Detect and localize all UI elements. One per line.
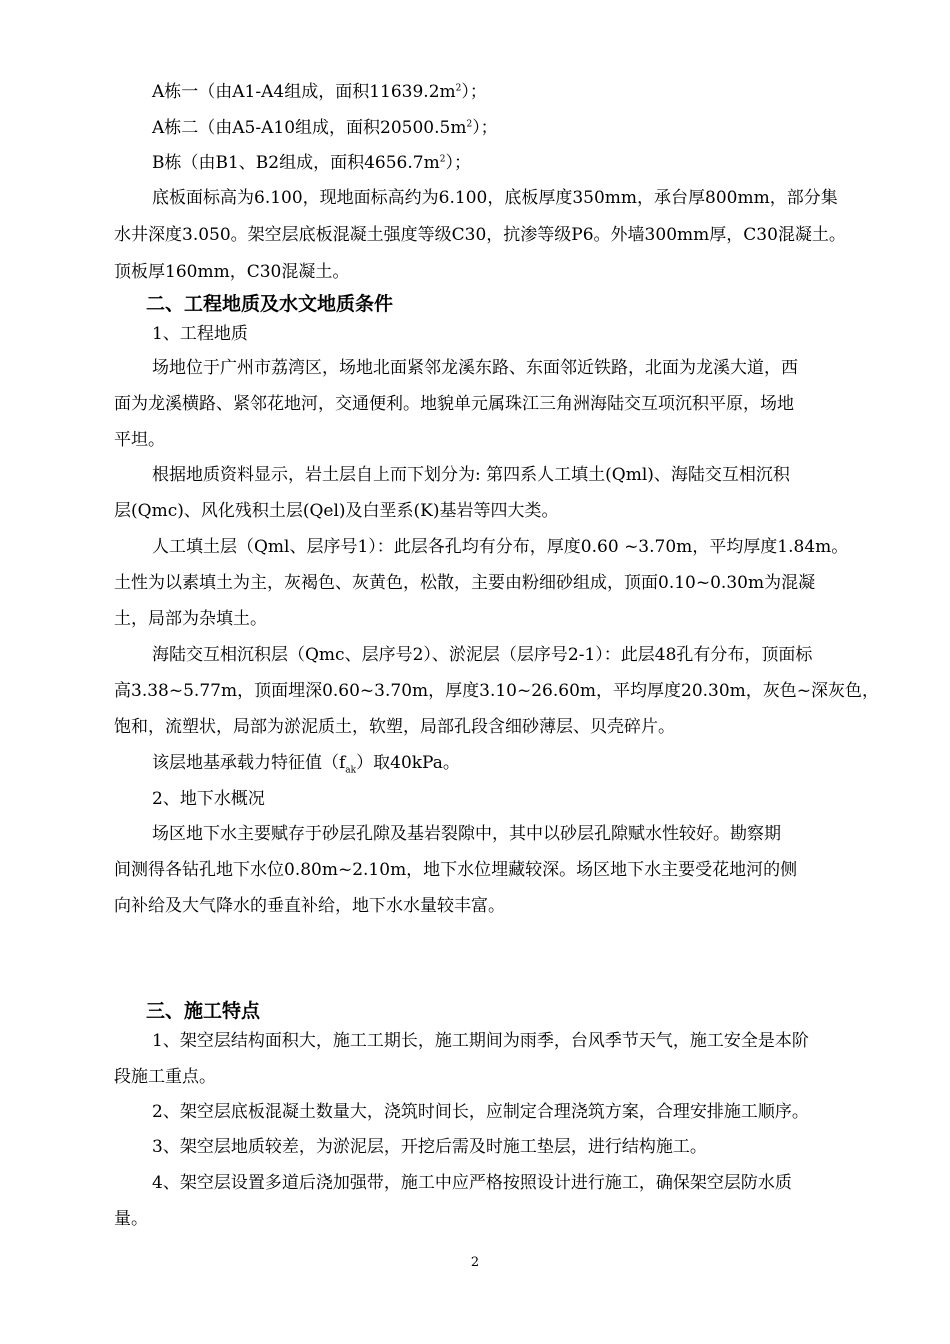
section-heading: 二、工程地质及水文地质条件: [146, 293, 394, 315]
paragraph-line: 场区地下水主要赋存于砂层孔隙及基岩裂隙中，其中以砂层孔隙赋水性较好。勘察期: [152, 824, 781, 844]
paragraph-line: 平坦。: [114, 430, 165, 450]
paragraph-line: 顶板厚160mm，C30混凝土。: [114, 262, 350, 282]
section-heading: 三、施工特点: [146, 1000, 261, 1022]
building-b-line: B栋（由B1、B2组成，面积$4656.7m^2$）；: [152, 153, 471, 173]
paragraph-line: 向补给及大气降水的垂直补给，地下水水量较丰富。: [114, 896, 505, 916]
paragraph-line: 根据地质资料显示，岩土层自上而下划分为: 第四系人工填土(Qml)、海陆交互相沉积: [152, 465, 790, 485]
paragraph-line: 3、架空层地质较差，为淤泥层，开挖后需及时施工垫层，进行结构施工。: [152, 1137, 707, 1157]
paragraph-line: 面为龙溪横路、紧邻花地河，交通便利。地貌单元属珠江三角洲海陆交互项沉积平原，场地: [114, 394, 794, 414]
paragraph-line: 土，局部为杂填土。: [114, 609, 267, 629]
paragraph-line: 土性为以素填土为主，灰褐色、灰黄色，松散，主要由粉细砂组成，顶面0.10~0.30m为混凝: [114, 573, 816, 593]
paragraph-line: 4、架空层设置多道后浇加强带，施工中应严格按照设计进行施工，确保架空层防水质: [152, 1173, 792, 1193]
bearing-capacity-line: 该层地基承载力特征值$(f_{ak})$取40kPa。: [152, 753, 460, 776]
building-a1-line: A栋一（由A1-A4组成，面积$11639.2m^2$）；: [152, 82, 487, 102]
subheading: 1、工程地质: [152, 324, 248, 344]
paragraph-line: 场地位于广州市荔湾区，场地北面紧邻龙溪东路、东面邻近铁路，北面为龙溪大道，西: [152, 358, 798, 378]
page-number: 2: [470, 1255, 480, 1270]
paragraph-line: 高3.38~5.77m，顶面埋深0.60~3.70m，厚度3.10~26.60m，平均厚度20.30m，灰色~深灰色，: [114, 681, 880, 701]
paragraph-line: 饱和，流塑状，局部为淤泥质土，软塑，局部孔段含细砂薄层、贝壳碎片。: [114, 717, 675, 737]
building-a2-line: A栋二（由A5-A10组成，面积$20500.5m^2$）；: [152, 118, 498, 138]
paragraph-line: 量。: [114, 1209, 148, 1229]
paragraph-line: 海陆交互相沉积层（Qmc、层序号2）、淤泥层（层序号2-1）：此层48孔有分布，顶面标: [152, 645, 813, 665]
paragraph-line: 底板面标高为6.100，现地面标高约为6.100，底板厚度350mm，承台厚800mm，部分集: [152, 188, 838, 208]
paragraph-line: 间测得各钻孔地下水位0.80m~2.10m，地下水位埋藏较深。场区地下水主要受花地河的侧: [114, 860, 798, 880]
subheading: 2、地下水概况: [152, 789, 265, 809]
paragraph-line: 层(Qmc)、风化残积土层(Qel)及白垩系(K)基岩等四大类。: [114, 501, 559, 521]
paragraph-line: 1、架空层结构面积大，施工工期长，施工期间为雨季，台风季节天气，施工安全是本阶: [152, 1031, 809, 1051]
paragraph-line: 段施工重点。: [114, 1067, 216, 1087]
paragraph-line: 人工填土层（Qml、层序号1）：此层各孔均有分布，厚度0.60 ~3.70m，平均厚度1.84m。: [152, 537, 849, 557]
paragraph-line: 2、架空层底板混凝土数量大，浇筑时间长，应制定合理浇筑方案，合理安排施工顺序。: [152, 1102, 809, 1122]
paragraph-line: 水井深度3.050。架空层底板混凝土强度等级C30，抗渗等级P6。外墙300mm厚，C30混凝土。: [114, 225, 846, 245]
